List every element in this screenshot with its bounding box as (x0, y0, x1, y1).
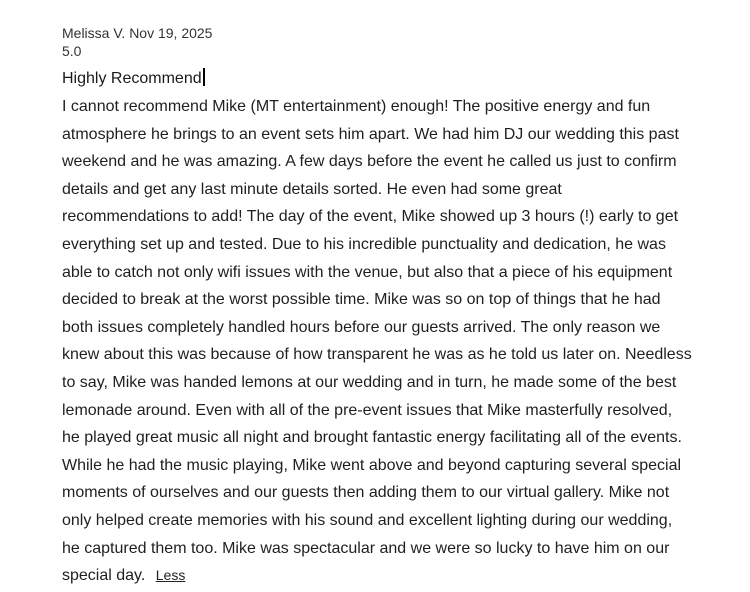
review-rating: 5.0 (62, 43, 82, 59)
review-body (62, 93, 692, 590)
review-body-text: I cannot recommend Mike (MT entertainment) enough! The positive energy and fun atmosphere he brings to an event sets him apart. We had him DJ our wedding this past weekend and he was amazing. A few days before the event he called us just to confirm details and get any last minute details sorted. He even had some great recommendations to add! The day of the event, Mike showed up 3 hours (!) early to get everything set up and tested. Due to his incredible punctuality and dedication, he was able to catch not only wifi issues with the venue, but also that a piece of his equipment decided to break at the worst possible time. Mike was so on top of things that he had both issues completely handled hours before our guests arrived. The only reason we knew about this was because of how transparent he was as he told us later on. Needless to say, Mike was handed lemons at our wedding and in turn, he made some of the best lemonade around. Even with all of the pre-event issues that Mike masterfully resolved, he played great music all night and brought fantastic energy facilitating all of the events. While he had the music playing, Mike went above and beyond capturing several special moments of ourselves and our guests then adding them to our virtual gallery. Mike not only helped create memories with his sound and excellent lighting during our wedding, he captured them too. Mike was spectacular and we were so lucky to have him on our special day. (62, 98, 692, 585)
review-title (62, 68, 205, 89)
text-cursor (203, 68, 205, 86)
show-less-link[interactable]: Less (155, 567, 186, 584)
review-title-text: Highly Recommend (62, 70, 202, 87)
review-card (62, 24, 692, 590)
review-author: Melissa V. (62, 25, 126, 41)
review-meta (62, 24, 692, 42)
review-date: Nov 19, 2025 (129, 25, 213, 41)
